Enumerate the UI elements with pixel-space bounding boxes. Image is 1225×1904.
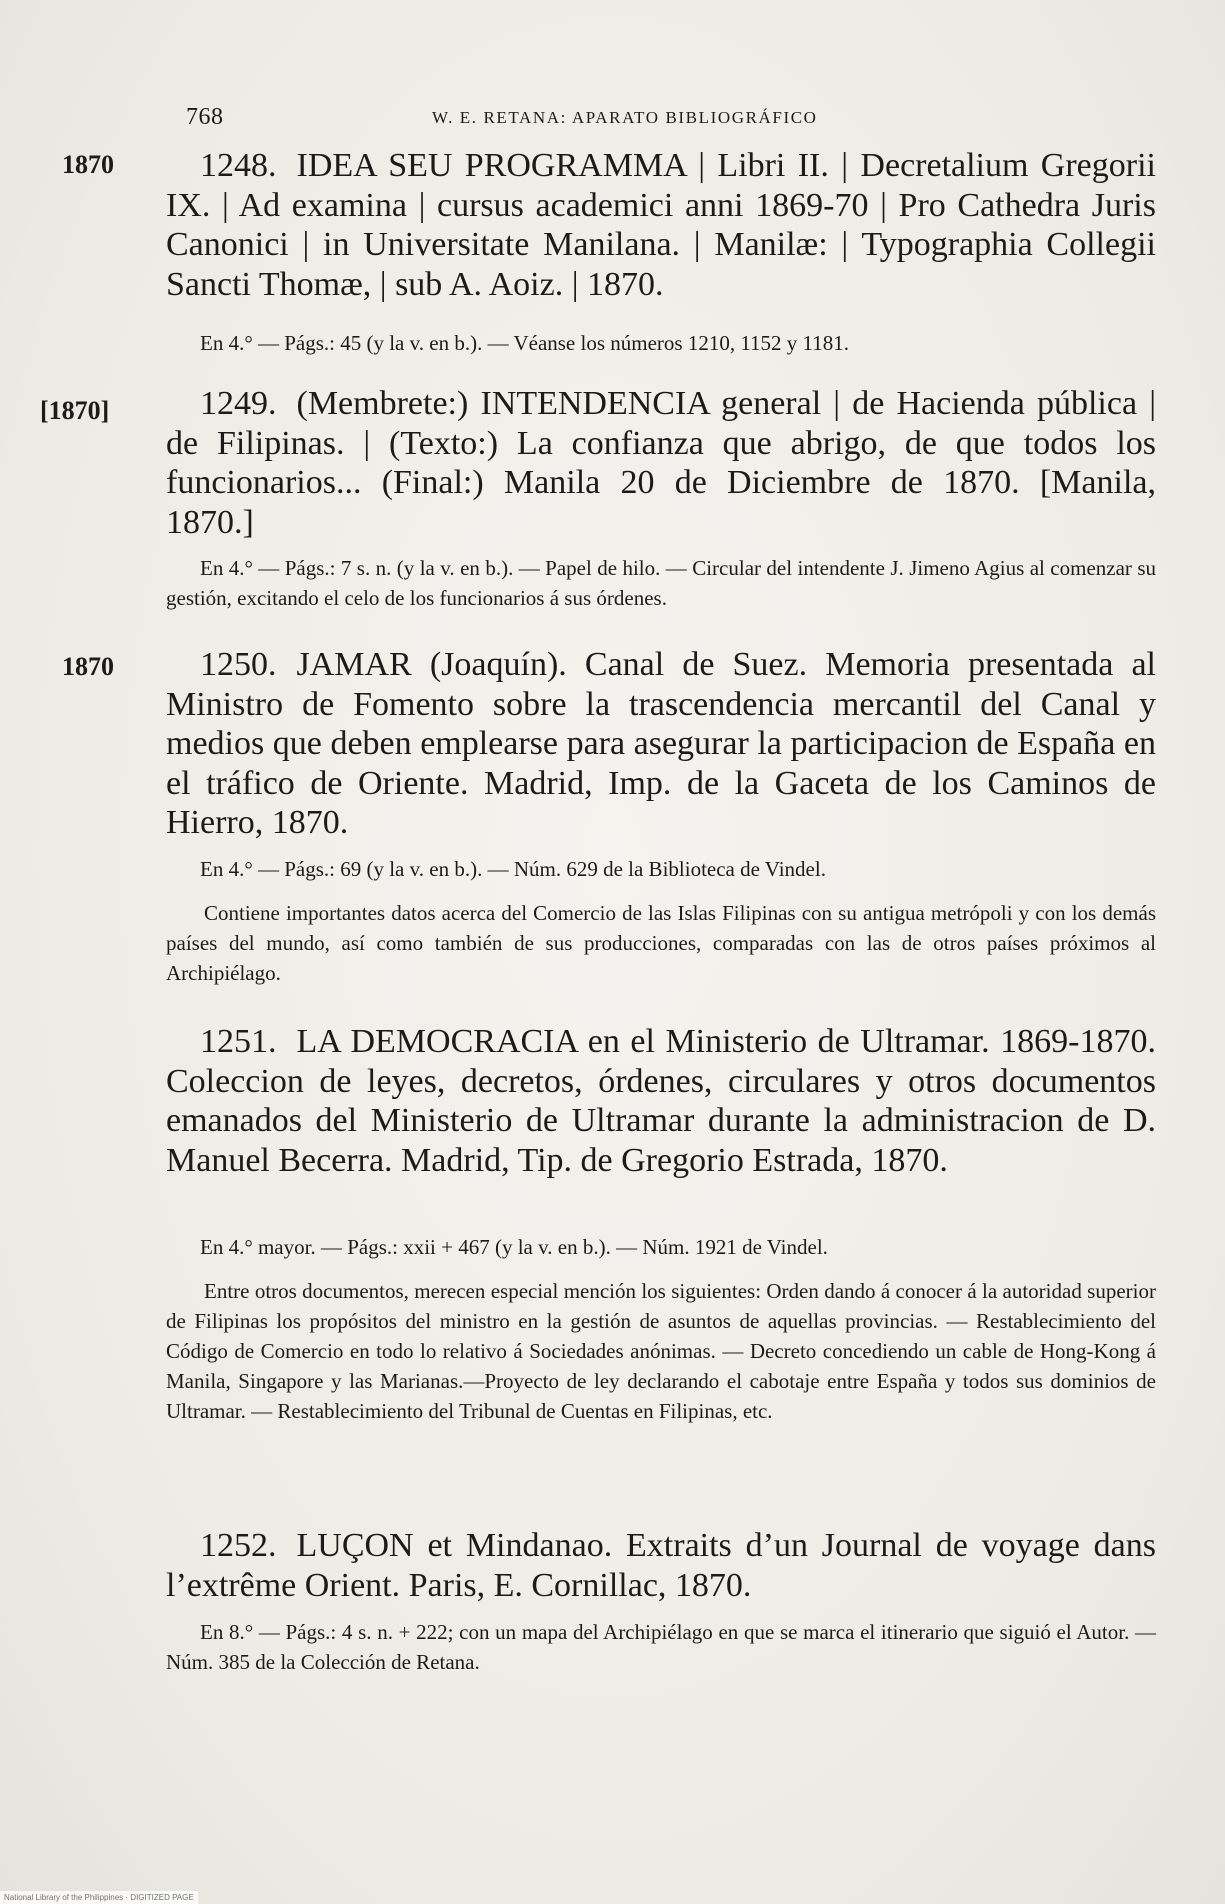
entry-number: 1252.: [200, 1527, 277, 1564]
running-head: [186, 104, 1136, 134]
entry-number: 1249.: [200, 385, 277, 422]
entry-1249: [166, 384, 1156, 542]
entry-number: 1250.: [200, 646, 277, 683]
entry-note: Entre otros documentos, merecen especial mención los siguientes: Orden dando á conocer á la autoridad superior de Filipinas los propósitos del ministro en la gestión de asuntos de aquellas provincias. — Restablecimiento del Código de Comercio en todo lo relativo á Sociedades anónimas. — Decreto concediendo un cable de Hong-Kong á Manila, Singapore y las Marianas.—Proyecto de ley declarando el cabotaje entre España y todos sus dominios de Ultramar. — Restablecimiento del Tribunal de Cuentas en Filipinas, etc.: [166, 1279, 1156, 1423]
entry-body: LUÇON et Mindanao. Extraits d’un Journal de voyage dans l’extrême Orient. Paris, E. Cornillac, 1870.: [166, 1527, 1156, 1604]
digitization-watermark: National Library of the Philippines · DIGITIZED PAGE: [0, 1891, 198, 1904]
entry-body: JAMAR (Joaquín). Canal de Suez. Memoria presentada al Ministro de Fomento sobre la trascendencia mercantil del Canal y medios que deben emplearse para asegurar la participacion de España en el tráfico de Oriente. Madrid, Imp. de la Gaceta de los Caminos de Hierro, 1870.: [166, 646, 1156, 841]
entry-1252: [166, 1526, 1156, 1605]
entry-note: En 8.° — Págs.: 4 s. n. + 222; con un mapa del Archipiélago en que se marca el itinerario que siguió el Autor. — Núm. 385 de la Colección de Retana.: [166, 1620, 1156, 1674]
entry-year: [1870]: [40, 396, 110, 425]
running-title: W. E. RETANA: APARATO BIBLIOGRÁFICO: [432, 108, 818, 127]
entry-body: LA DEMOCRACIA en el Ministerio de Ultramar. 1869-1870. Coleccion de leyes, decretos, órdenes, circulares y otros documentos emanados del Ministerio de Ultramar durante la administracion de D. Manuel Becerra. Madrid, Tip. de Gregorio Estrada, 1870.: [166, 1023, 1156, 1179]
entry-note: En 4.° mayor. — Págs.: xxii + 467 (y la v. en b.). — Núm. 1921 de Vindel.: [200, 1235, 828, 1259]
entry-1248: [166, 146, 1156, 304]
entry-body: IDEA SEU PROGRAMMA | Libri II. | Decretalium Gregorii IX. | Ad examina | cursus academici anni 1869-70 | Pro Cathedra Juris Canonici | in Universitate Manilana. | Manilæ: | Typographia Collegii Sancti Thomæ, | sub A. Aoiz. | 1870.: [166, 147, 1156, 303]
entry-year: 1870: [62, 150, 114, 179]
entry-1251: [166, 1022, 1156, 1180]
entry-note: Contiene importantes datos acerca del Comercio de las Islas Filipinas con su antigua metrópoli y con los demás países del mundo, así como también de sus producciones, comparadas con las de otros países próximos al Archipiélago.: [166, 901, 1156, 985]
entry-number: 1248.: [200, 147, 277, 184]
entry-note: En 4.° — Págs.: 69 (y la v. en b.). — Núm. 629 de la Biblioteca de Vindel.: [200, 857, 826, 881]
entry-1250: [166, 645, 1156, 843]
entry-note: En 4.° — Págs.: 45 (y la v. en b.). — Véanse los números 1210, 1152 y 1181.: [200, 331, 850, 355]
entry-number: 1251.: [200, 1023, 277, 1060]
entry-body: (Membrete:) INTENDENCIA general | de Hacienda pública | de Filipinas. | (Texto:) La confianza que abrigo, de que todos los funcionarios... (Final:) Manila 20 de Diciembre de 1870. [Manila, 1870.]: [166, 385, 1156, 541]
entry-year: 1870: [62, 652, 114, 681]
page-number: 768: [186, 104, 224, 130]
entry-note: En 4.° — Págs.: 7 s. n. (y la v. en b.). — Papel de hilo. — Circular del intendente J. Jimeno Agius al comenzar su gestión, excitando el celo de los funcionarios á sus órdenes.: [166, 556, 1156, 610]
